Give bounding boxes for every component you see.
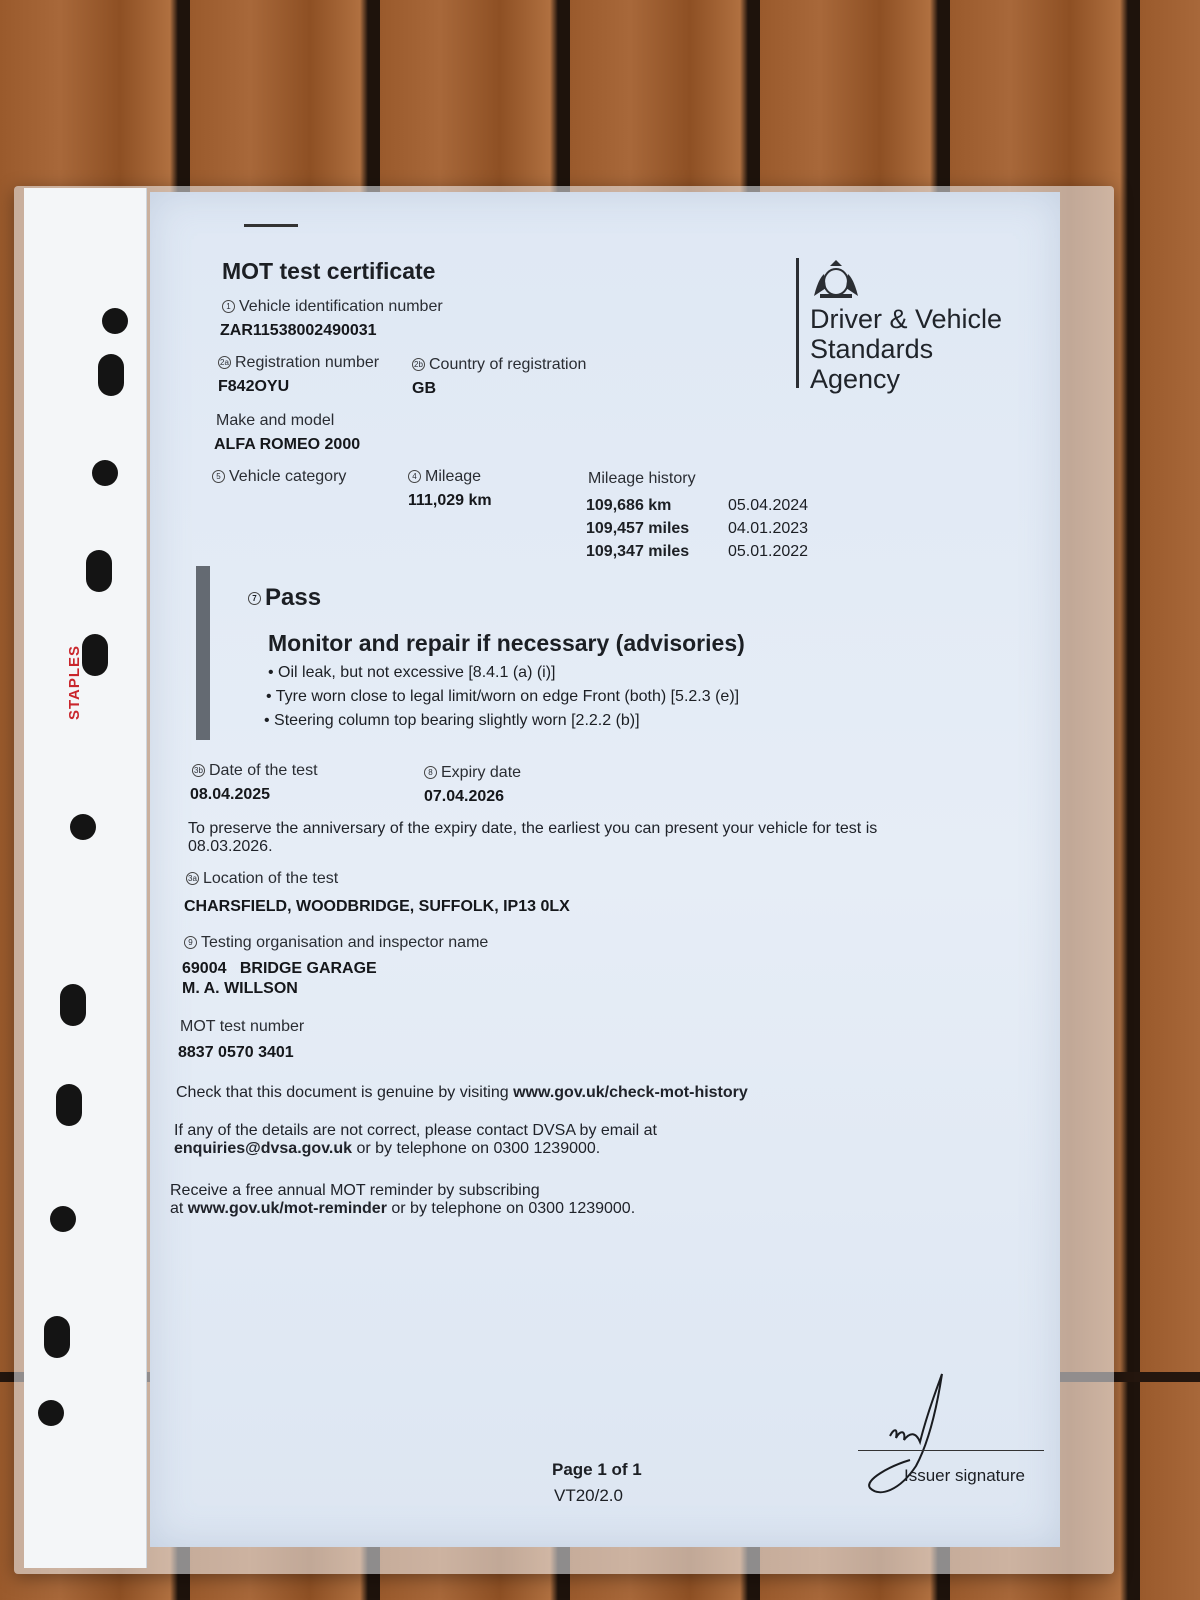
signature-line bbox=[858, 1450, 1044, 1451]
punch-hole bbox=[50, 1206, 76, 1232]
mileage-history-date: 04.01.2023 bbox=[728, 520, 809, 537]
test-number-label: MOT test number bbox=[180, 1018, 305, 1035]
page-number: Page 1 of 1 bbox=[552, 1460, 642, 1479]
punch-hole bbox=[98, 354, 124, 396]
mileage-history-value: 109,686 km bbox=[586, 497, 672, 514]
field-number-icon: 2a bbox=[218, 356, 231, 369]
organisation-name: 69004 BRIDGE GARAGE bbox=[182, 960, 377, 977]
result-bar bbox=[196, 566, 210, 740]
vehicle-category-label: 5 Vehicle category bbox=[212, 468, 346, 486]
contact-note: If any of the details are not correct, please contact DVSA by email at enquiries@dvsa.gov.uk or by telephone on 0300 1239000. bbox=[174, 1122, 657, 1157]
test-date-value: 08.04.2025 bbox=[190, 786, 271, 803]
registration-value: F842OYU bbox=[218, 378, 290, 395]
punch-hole bbox=[70, 814, 96, 840]
mileage-history-row bbox=[586, 494, 808, 517]
expiry-date-value: 07.04.2026 bbox=[424, 788, 505, 805]
field-number-icon: 3b bbox=[192, 764, 205, 777]
mileage-history-table bbox=[586, 494, 808, 563]
mileage-history-value: 109,347 miles bbox=[586, 543, 690, 560]
mileage-history-row bbox=[586, 517, 808, 540]
mileage-history-row bbox=[586, 540, 808, 563]
punch-hole bbox=[56, 1084, 82, 1126]
field-number-icon: 8 bbox=[424, 766, 437, 779]
location-value: CHARSFIELD, WOODBRIDGE, SUFFOLK, IP13 0LX bbox=[184, 898, 570, 915]
field-number-icon: 4 bbox=[408, 470, 421, 483]
field-number-icon: 5 bbox=[212, 470, 225, 483]
organisation-label: 9 Testing organisation and inspector name bbox=[184, 934, 488, 952]
punch-hole bbox=[102, 308, 128, 334]
reminder-note: Receive a free annual MOT reminder by subscribing at www.gov.uk/mot-reminder or by telephone on 0300 1239000. bbox=[170, 1182, 636, 1217]
mileage-label: 4 Mileage bbox=[408, 468, 481, 486]
field-number-icon: 2b bbox=[412, 358, 425, 371]
punch-hole bbox=[86, 550, 112, 592]
field-number-icon: 9 bbox=[184, 936, 197, 949]
top-rule bbox=[244, 224, 298, 227]
expiry-date-label: 8 Expiry date bbox=[424, 764, 521, 782]
country-label: 2b Country of registration bbox=[412, 356, 586, 374]
agency-line: Agency bbox=[810, 364, 901, 394]
punch-strip bbox=[24, 188, 147, 1568]
inspector-name: M. A. WILLSON bbox=[182, 980, 298, 997]
punch-hole bbox=[60, 984, 86, 1026]
agency-line: Driver & Vehicle bbox=[810, 304, 1003, 334]
mot-reminder-link[interactable]: www.gov.uk/mot-reminder bbox=[187, 1200, 387, 1217]
check-mot-history-link[interactable]: www.gov.uk/check-mot-history bbox=[513, 1084, 748, 1101]
dvsa-email-link[interactable]: enquiries@dvsa.gov.uk bbox=[174, 1140, 353, 1157]
country-value: GB bbox=[412, 380, 436, 397]
mileage-history-date: 05.04.2024 bbox=[728, 497, 809, 514]
mileage-history-value: 109,457 miles bbox=[586, 520, 690, 537]
genuine-check-note: Check that this document is genuine by visiting www.gov.uk/check-mot-history bbox=[176, 1084, 748, 1101]
agency-name bbox=[810, 304, 1002, 394]
field-number-icon: 1 bbox=[222, 300, 235, 313]
mileage-history-label: Mileage history bbox=[588, 470, 696, 487]
advisories-heading: Monitor and repair if necessary (advisories) bbox=[268, 630, 745, 656]
logo-divider bbox=[796, 258, 799, 388]
field-number-icon: 3a bbox=[186, 872, 199, 885]
mileage-history-date: 05.01.2022 bbox=[728, 543, 809, 560]
test-date-label: 3b Date of the test bbox=[192, 762, 318, 780]
form-code: VT20/2.0 bbox=[554, 1486, 623, 1505]
registration-label: 2a Registration number bbox=[218, 354, 379, 372]
test-result: 7 Pass bbox=[248, 584, 321, 612]
royal-crest-icon bbox=[810, 258, 862, 305]
advisory-item: • Steering column top bearing slightly worn [2.2.2 (b)] bbox=[264, 712, 640, 729]
location-label: 3a Location of the test bbox=[186, 870, 338, 888]
punch-hole bbox=[38, 1400, 64, 1426]
certificate-title: MOT test certificate bbox=[222, 258, 436, 284]
advisory-item: • Oil leak, but not excessive [8.4.1 (a) (i)] bbox=[268, 664, 556, 681]
staples-brand: STAPLES bbox=[66, 644, 83, 720]
test-number-value: 8837 0570 3401 bbox=[178, 1044, 294, 1061]
field-number-icon: 7 bbox=[248, 592, 261, 605]
issuer-signature-label: Issuer signature bbox=[904, 1466, 1025, 1485]
advisory-item: • Tyre worn close to legal limit/worn on edge Front (both) [5.2.3 (e)] bbox=[266, 688, 740, 705]
vin-value: ZAR11538002490031 bbox=[220, 322, 377, 339]
agency-line: Standards bbox=[810, 334, 934, 364]
mileage-value: 111,029 km bbox=[408, 492, 492, 509]
make-model-value: ALFA ROMEO 2000 bbox=[214, 436, 361, 453]
vin-label: 1 Vehicle identification number bbox=[222, 298, 443, 316]
make-model-label: Make and model bbox=[216, 412, 335, 429]
punch-hole bbox=[92, 460, 118, 486]
punch-hole bbox=[82, 634, 108, 676]
punch-hole bbox=[44, 1316, 70, 1358]
anniversary-note: To preserve the anniversary of the expiry date, the earliest you can present your vehicle for test is 08.03.2026. bbox=[188, 820, 878, 855]
